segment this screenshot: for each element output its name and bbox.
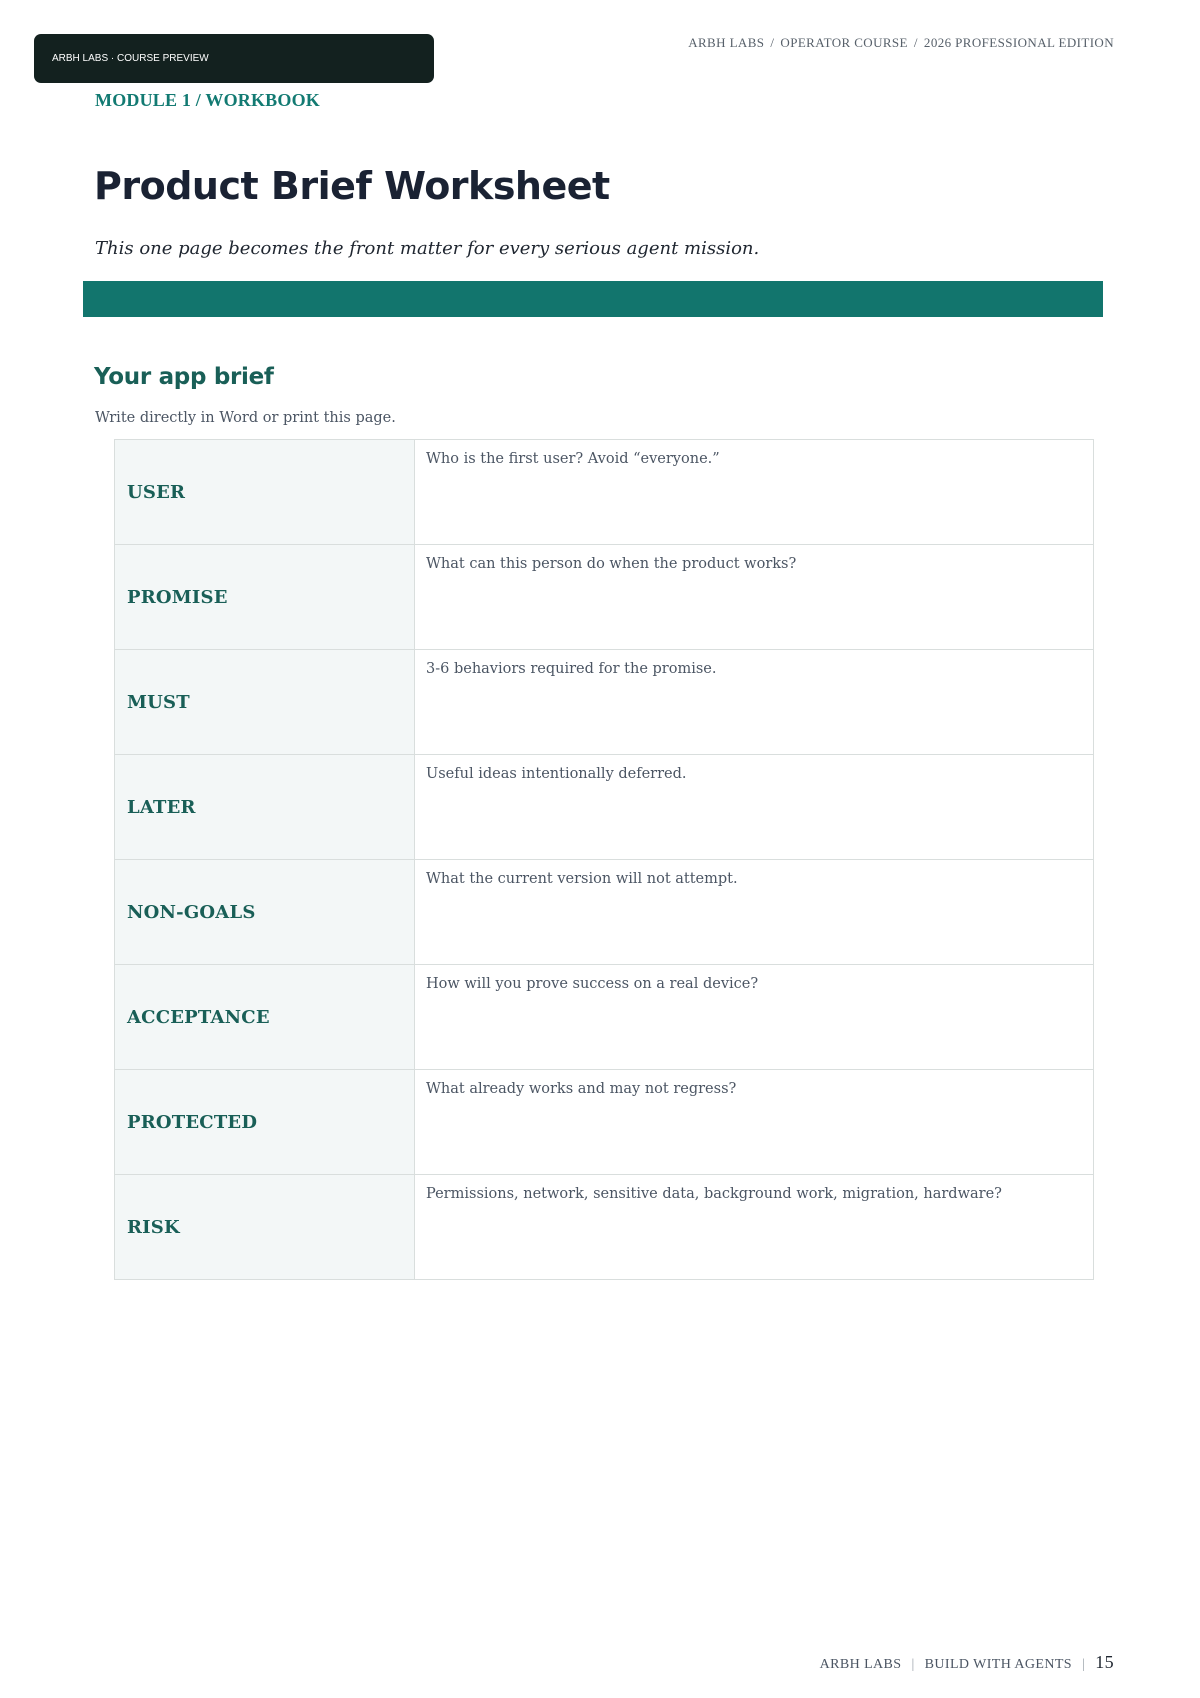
- brief-row-user: [115, 440, 1094, 545]
- page-footer: [820, 1652, 1114, 1673]
- brief-row-label: NON-GOALS: [115, 860, 415, 965]
- brief-row-label: MUST: [115, 650, 415, 755]
- brief-row-prompt: 3-6 behaviors required for the promise.: [426, 661, 717, 677]
- brief-row-prompt: What the current version will not attempt.: [426, 871, 738, 887]
- section-instructions: Write directly in Word or print this page.: [95, 410, 396, 426]
- footer-separator: |: [911, 1657, 915, 1672]
- footer-separator: |: [1081, 1657, 1086, 1672]
- brief-row-answer-field[interactable]: [415, 965, 1094, 1070]
- brief-row-later: [115, 755, 1094, 860]
- brief-row-risk: [115, 1175, 1094, 1280]
- brief-row-label: RISK: [115, 1175, 415, 1280]
- brief-row-label: LATER: [115, 755, 415, 860]
- brief-row-protected: [115, 1070, 1094, 1175]
- brief-row-answer-field[interactable]: [415, 755, 1094, 860]
- brief-row-label: USER: [115, 440, 415, 545]
- brief-row-non-goals: [115, 860, 1094, 965]
- page-subtitle: This one page becomes the front matter for every serious agent mission.: [95, 238, 760, 259]
- brief-row-prompt: Permissions, network, sensitive data, background work, migration, hardware?: [426, 1186, 1002, 1202]
- brief-row-prompt: What already works and may not regress?: [426, 1081, 737, 1097]
- accent-bar: [83, 281, 1103, 317]
- brief-row-label: ACCEPTANCE: [115, 965, 415, 1070]
- brief-row-answer-field[interactable]: [415, 1175, 1094, 1280]
- footer-tagline: BUILD WITH AGENTS: [924, 1657, 1072, 1672]
- footer-brand: ARBH LABS: [819, 1657, 902, 1672]
- course-preview-badge-label: ARBH LABS · COURSE PREVIEW: [52, 53, 209, 64]
- brief-row-must: [115, 650, 1094, 755]
- brief-row-answer-field[interactable]: [415, 545, 1094, 650]
- running-header-course: OPERATOR COURSE: [780, 35, 908, 50]
- running-header-edition: 2026 PROFESSIONAL EDITION: [923, 35, 1114, 50]
- section-heading: Your app brief: [94, 364, 274, 390]
- module-kicker: MODULE 1 / WORKBOOK: [95, 90, 320, 110]
- page-title: Product Brief Worksheet: [94, 164, 610, 208]
- brief-row-label: PROMISE: [115, 545, 415, 650]
- brief-row-acceptance: [115, 965, 1094, 1070]
- running-header: [688, 35, 1114, 51]
- brief-row-answer-field[interactable]: [415, 650, 1094, 755]
- course-preview-badge: [34, 34, 434, 83]
- brief-row-answer-field[interactable]: [415, 1070, 1094, 1175]
- brief-row-answer-field[interactable]: [415, 440, 1094, 545]
- brief-row-prompt: Who is the first user? Avoid “everyone.”: [426, 451, 720, 467]
- running-header-brand: ARBH LABS: [688, 35, 765, 50]
- brief-row-label: PROTECTED: [115, 1070, 415, 1175]
- brief-row-prompt: Useful ideas intentionally deferred.: [426, 766, 687, 782]
- brief-row-promise: [115, 545, 1094, 650]
- running-header-separator: /: [770, 35, 775, 50]
- running-header-separator: /: [913, 35, 918, 50]
- app-brief-table: [114, 439, 1094, 1280]
- brief-row-answer-field[interactable]: [415, 860, 1094, 965]
- brief-row-prompt: How will you prove success on a real device?: [426, 976, 759, 992]
- page-number: 15: [1095, 1652, 1114, 1672]
- brief-row-prompt: What can this person do when the product works?: [426, 556, 797, 572]
